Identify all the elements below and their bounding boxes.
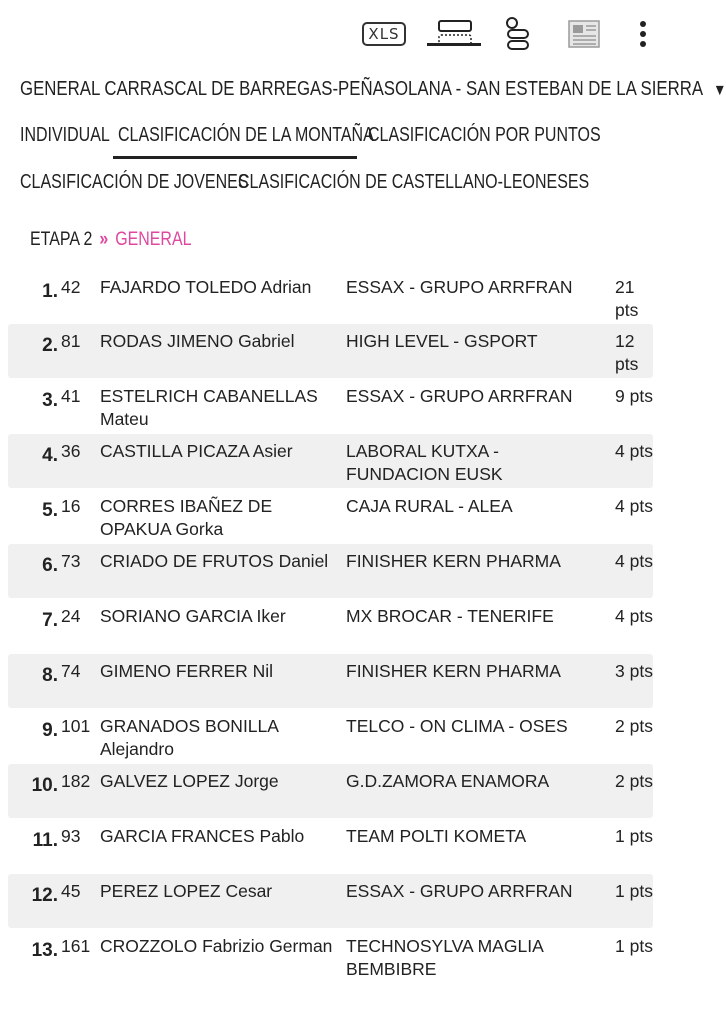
rank: 6. [42, 555, 58, 576]
bib-number: 24 [61, 606, 81, 626]
points: 1 pts [615, 881, 653, 901]
active-view-indicator [427, 43, 481, 46]
team-name[interactable]: LABORAL KUTXA - FUNDACION EUSK [346, 441, 503, 484]
rank: 9. [42, 720, 58, 741]
table-row[interactable] [8, 269, 653, 324]
tabs-row-1 [20, 124, 132, 147]
rows-view-icon[interactable] [432, 14, 478, 54]
points: 12 pts [615, 331, 639, 374]
points: 1 pts [615, 826, 653, 846]
points: 9 pts [615, 386, 653, 406]
team-name[interactable]: TECHNOSYLVA MAGLIA BEMBIBRE [346, 936, 543, 979]
points: 4 pts [615, 606, 653, 626]
rank: 12. [31, 885, 58, 906]
bib-number: 73 [61, 551, 81, 571]
rank: 2. [42, 335, 58, 356]
team-name[interactable]: TELCO - ON CLIMA - OSES [346, 716, 568, 736]
xls-export-button[interactable] [356, 14, 412, 54]
tree-view-icon[interactable] [496, 14, 540, 54]
rider-name[interactable]: GRANADOS BONILLA Alejandro [100, 716, 278, 759]
dropdown-caret-icon: ▼ [713, 82, 726, 99]
rider-name[interactable]: SORIANO GARCIA Iker [100, 606, 286, 626]
tab-clasificacion-jovenes[interactable]: CLASIFICACIÓN DE JOVENES [20, 171, 249, 193]
points: 4 pts [615, 496, 653, 516]
xls-label: XLS [362, 22, 405, 46]
bib-number: 161 [61, 936, 91, 956]
team-name[interactable]: CAJA RURAL - ALEA [346, 496, 513, 516]
table-row[interactable] [8, 654, 653, 708]
breadcrumb-stage[interactable]: ETAPA 2 [30, 229, 93, 250]
newspaper-icon[interactable] [562, 14, 606, 54]
bib-number: 74 [61, 661, 81, 681]
bib-number: 42 [61, 277, 81, 297]
team-name[interactable]: ESSAX - GRUPO ARRFRAN [346, 386, 573, 406]
points: 4 pts [615, 551, 653, 571]
team-name[interactable]: ESSAX - GRUPO ARRFRAN [346, 881, 573, 901]
rider-name[interactable]: GARCIA FRANCES Pablo [100, 826, 305, 846]
bib-number: 93 [61, 826, 81, 846]
table-row[interactable] [8, 708, 653, 764]
rider-name[interactable]: CASTILLA PICAZA Asier [100, 441, 293, 461]
rank: 1. [42, 281, 58, 302]
rank: 8. [42, 665, 58, 686]
bib-number: 182 [61, 771, 91, 791]
bib-number: 45 [61, 881, 81, 901]
team-name[interactable]: MX BROCAR - TENERIFE [346, 606, 554, 626]
rider-name[interactable]: PEREZ LOPEZ Cesar [100, 881, 273, 901]
table-row[interactable] [8, 544, 653, 598]
more-vertical-icon[interactable] [628, 14, 658, 54]
rank: 5. [42, 500, 58, 521]
team-name[interactable]: TEAM POLTI KOMETA [346, 826, 527, 846]
rider-name[interactable]: CROZZOLO Fabrizio German [100, 936, 333, 956]
rank: 7. [42, 610, 58, 631]
classification-table [8, 269, 653, 984]
points: 4 pts [615, 441, 653, 461]
table-row[interactable] [8, 598, 653, 654]
tabs-row-1c [368, 124, 659, 147]
rank: 11. [32, 830, 58, 851]
rank: 13. [31, 940, 58, 961]
team-name[interactable]: HIGH LEVEL - GSPORT [346, 331, 538, 351]
table-row[interactable] [8, 488, 653, 544]
race-title: GENERAL CARRASCAL DE BARREGAS-PEÑASOLANA - SAN ESTEBAN DE LA SIERRA [20, 78, 704, 100]
table-row[interactable] [8, 434, 653, 488]
points: 3 pts [615, 661, 653, 681]
bib-number: 41 [61, 386, 81, 406]
bib-number: 36 [61, 441, 81, 461]
toolbar [0, 14, 661, 54]
table-row[interactable] [8, 378, 653, 434]
rank: 4. [42, 445, 58, 466]
bib-number: 101 [61, 716, 91, 736]
tab-individual[interactable]: INDIVIDUAL [20, 124, 110, 146]
table-row[interactable] [8, 928, 653, 984]
active-tab-underline [113, 156, 357, 159]
tabs-row-2b [238, 171, 677, 194]
rider-name[interactable]: CORRES IBAÑEZ DE OPAKUA Gorka [100, 496, 273, 539]
bib-number: 16 [61, 496, 81, 516]
table-row[interactable] [8, 818, 653, 874]
points: 21 pts [615, 277, 639, 320]
bib-number: 81 [61, 331, 81, 351]
breadcrumb-separator-icon: » [99, 229, 109, 250]
rider-name[interactable]: FAJARDO TOLEDO Adrian [100, 277, 312, 297]
team-name[interactable]: G.D.ZAMORA ENAMORA [346, 771, 550, 791]
rider-name[interactable]: CRIADO DE FRUTOS Daniel [100, 551, 329, 571]
team-name[interactable]: ESSAX - GRUPO ARRFRAN [346, 277, 573, 297]
points: 2 pts [615, 716, 653, 736]
tab-clasificacion-castellano-leoneses[interactable]: CLASIFICACIÓN DE CASTELLANO-LEONESES [238, 171, 590, 193]
table-row[interactable] [8, 764, 653, 818]
tab-clasificacion-puntos[interactable]: CLASIFICACIÓN POR PUNTOS [368, 124, 601, 146]
rider-name[interactable]: GALVEZ LOPEZ Jorge [100, 771, 279, 791]
points: 1 pts [615, 936, 653, 956]
rider-name[interactable]: RODAS JIMENO Gabriel [100, 331, 295, 351]
rider-name[interactable]: GIMENO FERRER Nil [100, 661, 274, 681]
breadcrumb [30, 229, 191, 251]
team-name[interactable]: FINISHER KERN PHARMA [346, 551, 561, 571]
race-selector[interactable] [20, 78, 726, 101]
rank: 10. [31, 775, 58, 796]
team-name[interactable]: FINISHER KERN PHARMA [346, 661, 561, 681]
rank: 3. [42, 390, 58, 411]
table-row[interactable] [8, 874, 653, 928]
table-row[interactable] [8, 324, 653, 378]
points: 2 pts [615, 771, 653, 791]
rider-name[interactable]: ESTELRICH CABANELLAS Mateu [100, 386, 318, 429]
breadcrumb-current: GENERAL [115, 229, 192, 250]
tab-clasificacion-montana[interactable]: CLASIFICACIÓN DE LA MONTAÑA [118, 124, 374, 146]
